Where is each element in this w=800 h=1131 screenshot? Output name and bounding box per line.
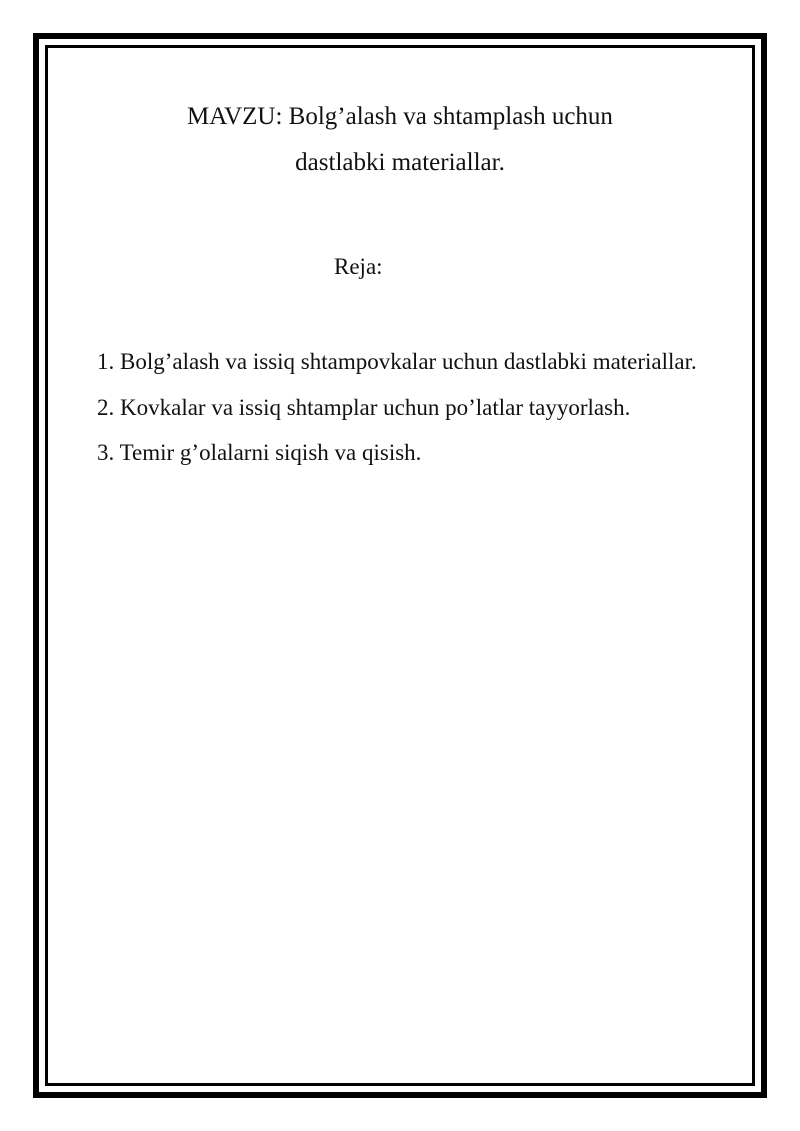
plan-item-3: 3. Temir g’olalarni siqish va qisish. <box>97 440 422 465</box>
plan-item-1: 1. Bolg’alash va issiq shtampovkalar uchun dastlabki materiallar. <box>97 349 697 374</box>
document-title-line-1: MAVZU: Bolg’alash va shtamplash uchun <box>187 103 613 130</box>
plan-heading: Reja: <box>334 254 383 279</box>
document-title-line-2: dastlabki materiallar. <box>295 149 505 176</box>
plan-list <box>97 339 702 476</box>
page-inner-border <box>45 45 755 1086</box>
document-title <box>80 94 720 186</box>
plan-item-2: 2. Kovkalar va issiq shtamplar uchun po’latlar tayyorlash. <box>97 394 631 420</box>
